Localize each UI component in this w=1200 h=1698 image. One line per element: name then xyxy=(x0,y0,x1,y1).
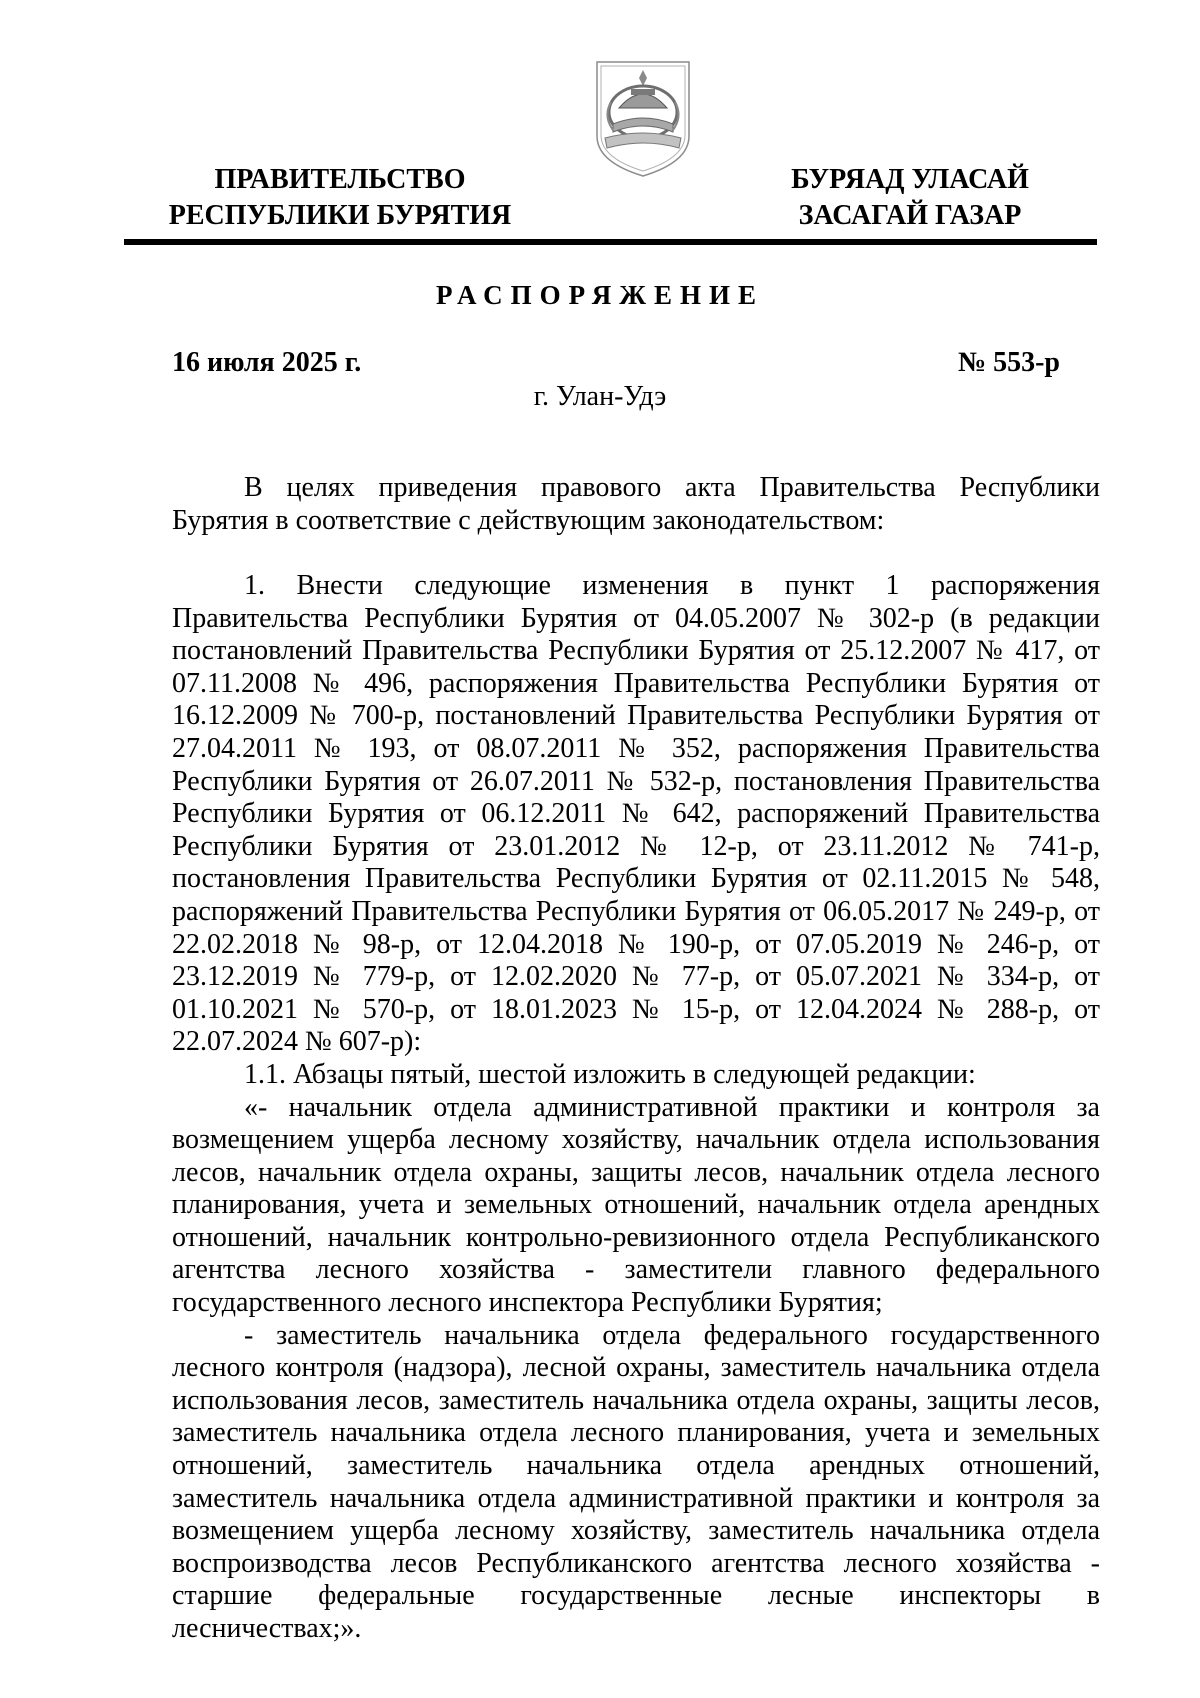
paragraph-quote-2: - заместитель начальника отдела федерального государственного лесного контроля (надзора), лесной охраны, заместитель начальника отдела использования лесов, заместитель начальника отдела охраны, защиты лесов, заместитель начальника отдела лесного планирования, учета и земельных отношений, заместитель начальника отдела арендных отношений, заместитель начальника отдела административной практики и контроля за возмещением ущерба лесному хозяйству, заместитель начальника отдела воспроизводства лесов Республиканского агентства лесного хозяйства - старшие федеральные государственные лесные инспекторы в лесничествах;». xyxy=(172,1319,1100,1644)
government-name-buryat xyxy=(760,162,1060,234)
document-number: № 553-р xyxy=(957,347,1060,378)
government-name-line-2: РЕСПУБЛИКИ БУРЯТИЯ xyxy=(168,200,512,231)
government-name-buryat-line-1: БУРЯАД УЛАСАЙ xyxy=(791,164,1029,195)
document-title: РАСПОРЯЖЕНИЕ xyxy=(435,280,765,310)
preamble xyxy=(172,472,1100,537)
government-name-russian xyxy=(160,162,520,234)
government-name-buryat-line-2: ЗАСАГАЙ ГАЗАР xyxy=(798,200,1022,231)
government-name-line-1: ПРАВИТЕЛЬСТВО xyxy=(214,164,466,195)
paragraph-item-1-1: 1.1. Абзацы пятый, шестой изложить в следующей редакции: xyxy=(244,1058,976,1090)
header-divider xyxy=(124,239,1097,245)
paragraph-preamble: В целях приведения правового акта Правительства Республики Бурятия в соответствие с действующим законодательством: xyxy=(172,472,1100,536)
document-city: г. Улан-Удэ xyxy=(533,381,667,412)
coat-of-arms-icon xyxy=(591,58,695,180)
document-body xyxy=(172,570,1100,1646)
paragraph-item-1: 1. Внести следующие изменения в пункт 1 распоряжения Правительства Республики Бурятия от 04.05.2007 № 302-р (в редакции постановлений Правительства Республики Бурятия от 25.12.2007 № 417, от 07.11.2008 № 496, распоряжения Правительства Республики Бурятия от 16.12.2009 № 700-р, постановлений Правительства Республики Бурятия от 27.04.2011 № 193, от 08.07.2011 № 352, распоряжения Правительства Республики Бурятия от 26.07.2011 № 532-р, постановления Правительства Республики Бурятия от 06.12.2011 № 642, распоряжений Правительства Республики Бурятия от 23.01.2012 № 12-р, от 23.11.2012 № 741-р, постановления Правительства Республики Бурятия от 02.11.2015 № 548, распоряжений Правительства Республики Бурятия от 06.05.2017 № 249-р, от 22.02.2018 № 98-р, от 12.04.2018 № 190-р, от 07.05.2019 № 246-р, от 23.12.2019 № 779-р, от 12.02.2020 № 77-р, от 05.07.2021 № 334-р, от 01.10.2021 № 570-р, от 18.01.2023 № 15-р, от 12.04.2024 № 288-р, от 22.07.2024 № 607-р): xyxy=(172,570,1100,1058)
document-date: 16 июля 2025 г. xyxy=(172,347,362,378)
paragraph-quote-1: «- начальник отдела административной практики и контроля за возмещением ущерба лесному хозяйству, начальник отдела использования лесов, начальник отдела охраны, защиты лесов, начальник отдела лесного планирования, учета и земельных отношений, начальник отдела арендных отношений, начальник контрольно-ревизионного отдела Республиканского агентства лесного хозяйства - заместители главного федерального государственного лесного инспектора Республики Бурятия; xyxy=(172,1091,1100,1319)
